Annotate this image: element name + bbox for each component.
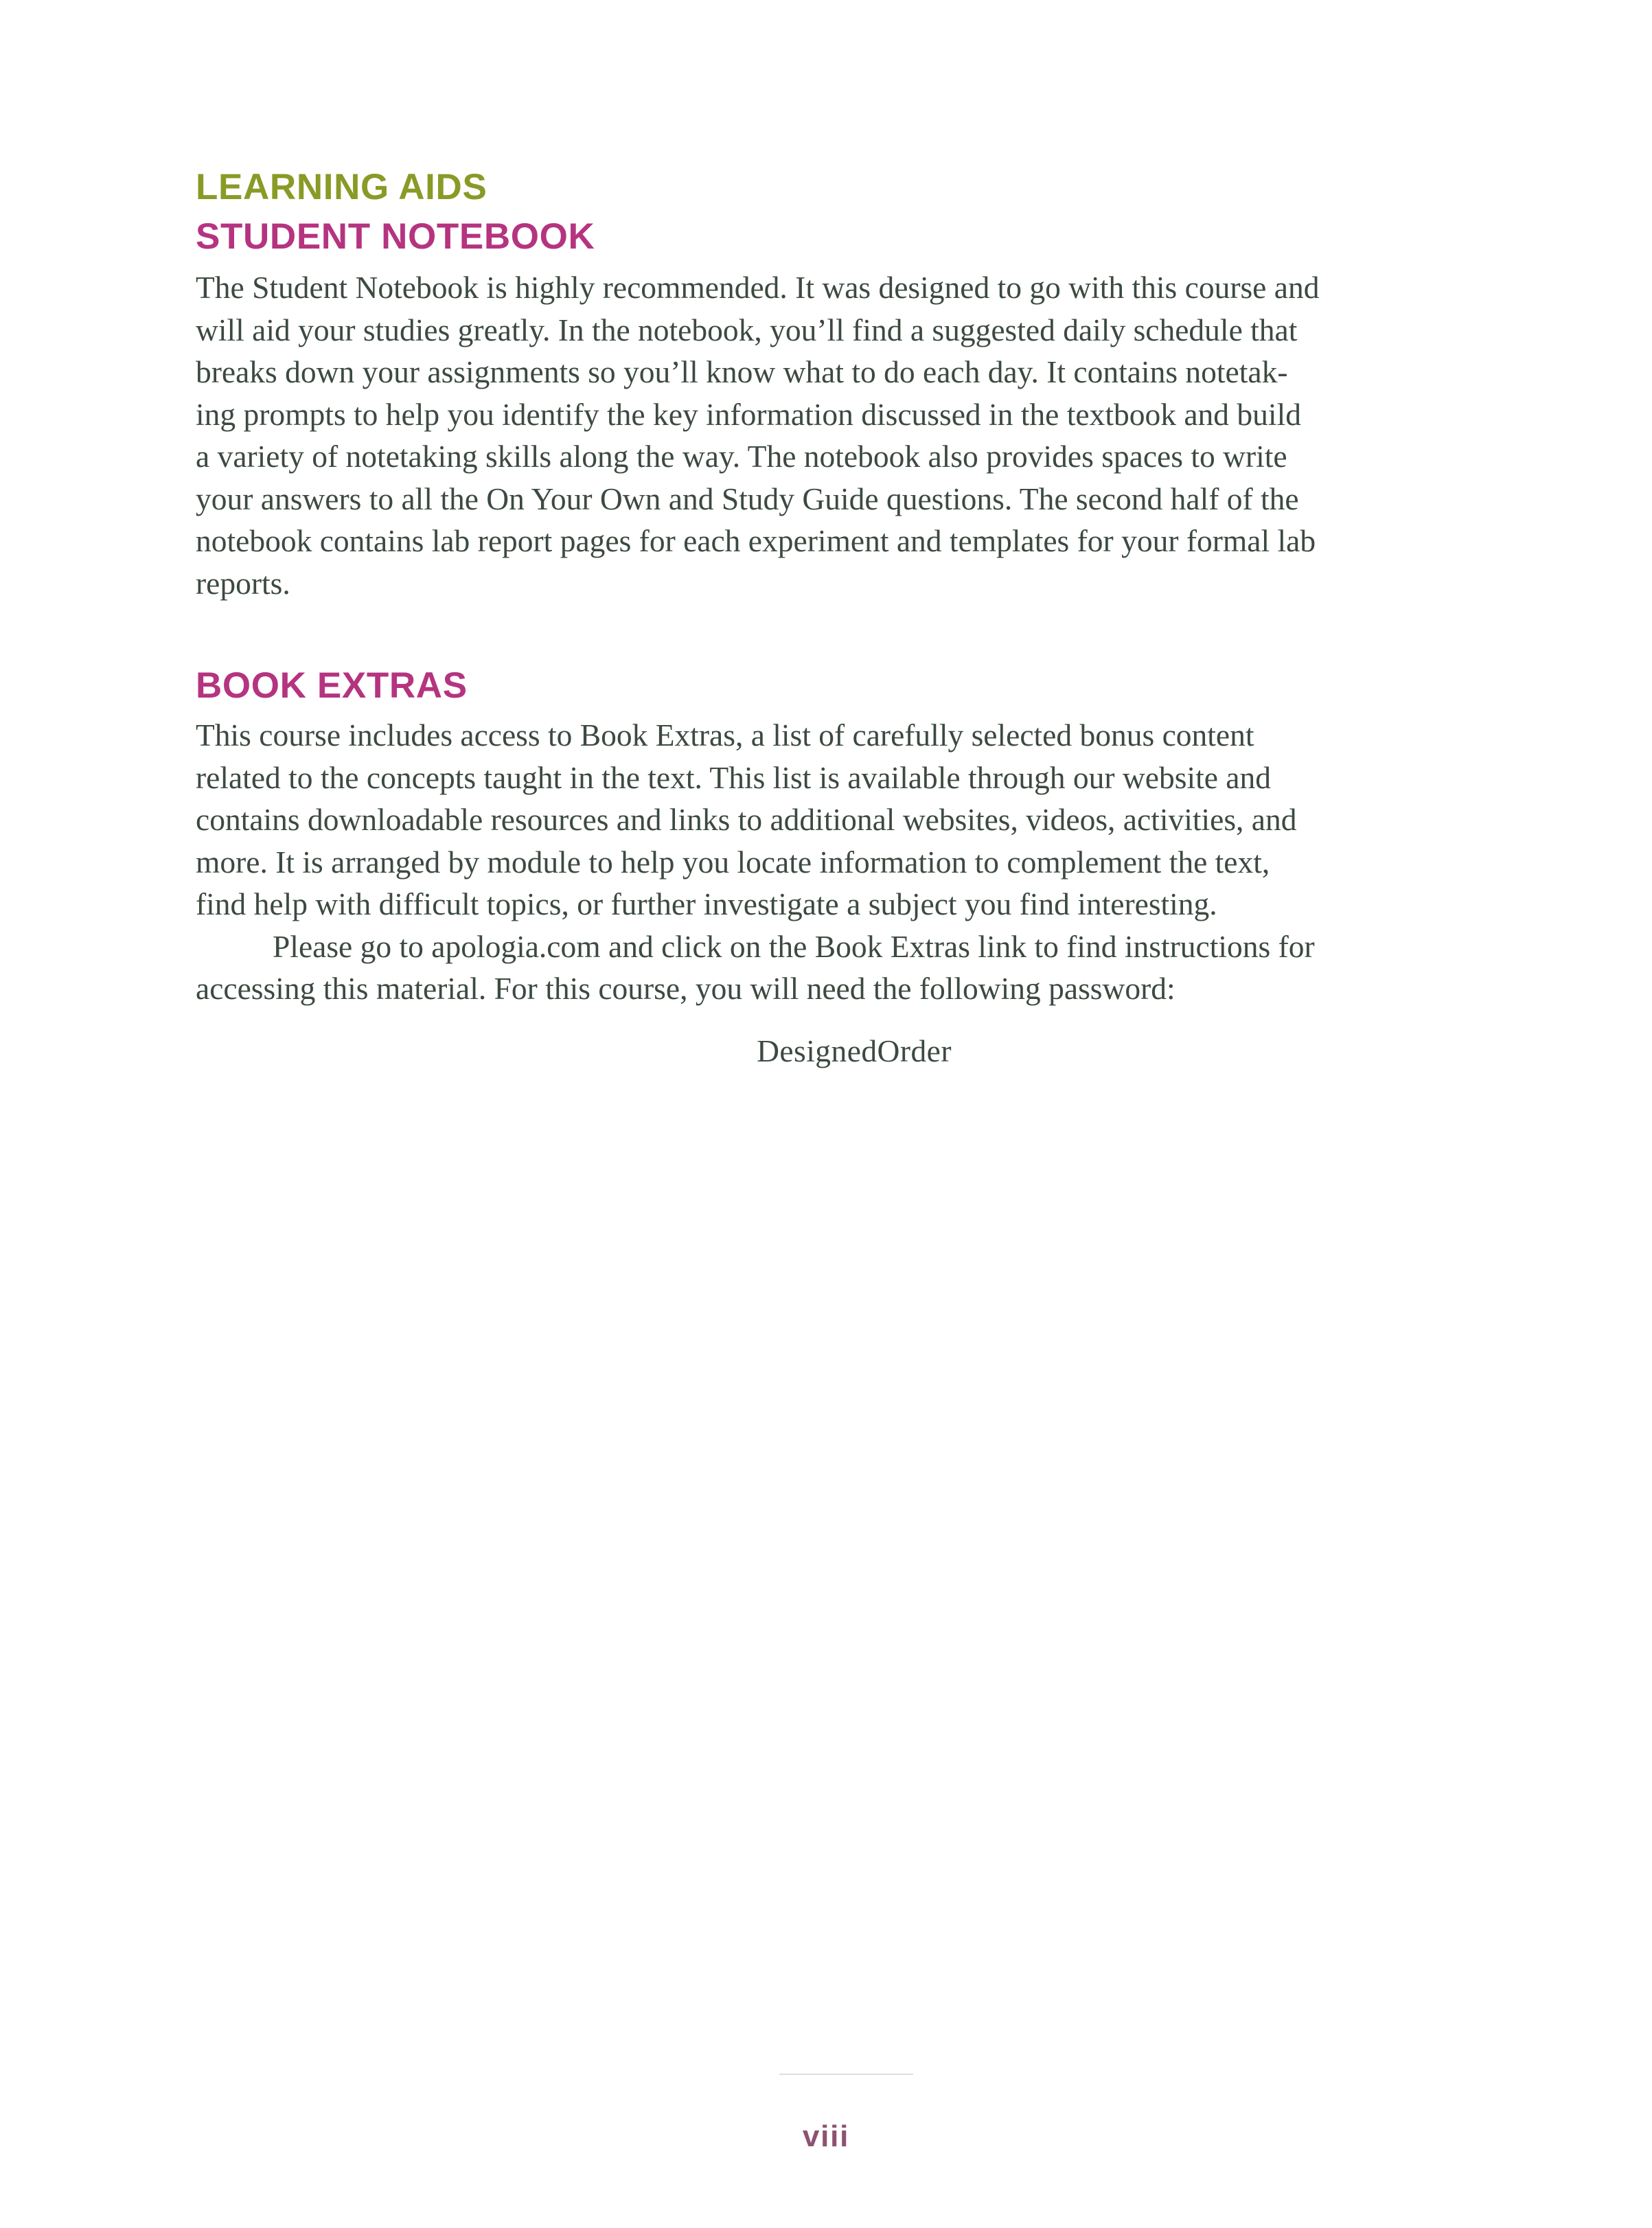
page-title: LEARNING AIDS (196, 167, 487, 207)
text-line: more. It is arranged by module to help you locate information to complement the text, (196, 844, 1270, 880)
text-line: contains downloadable resources and links to additional websites, videos, activities, and (196, 802, 1297, 837)
text-line: The Student Notebook is highly recommended. It was designed to go with this course and (196, 270, 1320, 305)
book-extras-password: DesignedOrder (757, 1033, 952, 1068)
text-line: will aid your studies greatly. In the notebook, you’ll find a suggested daily schedule that (196, 312, 1298, 347)
page-footer (0, 2049, 1652, 2228)
text-line: notebook contains lab report pages for each experiment and templates for your formal lab (196, 523, 1316, 558)
text-line: accessing this material. For this course, you will need the following password: (196, 971, 1175, 1006)
section-heading-student-notebook: STUDENT NOTEBOOK (196, 216, 595, 257)
paragraph-book-extras (196, 714, 1513, 1010)
footer-divider (779, 2074, 913, 2075)
text-line: a variety of notetaking skills along the way. The notebook also provides spaces to write (196, 439, 1287, 474)
text-line: breaks down your assignments so you’ll know what to do each day. It contains notetak- (196, 354, 1288, 389)
page-number: viii (802, 2120, 850, 2153)
paragraph-student-notebook (196, 266, 1513, 604)
text-line: your answers to all the On Your Own and Study Guide questions. The second half of the (196, 481, 1299, 516)
text-line: related to the concepts taught in the text. This list is available through our website and (196, 759, 1271, 795)
text-line: reports. (196, 565, 290, 601)
paragraph-text (196, 266, 1513, 604)
text-line: ing prompts to help you identify the key information discussed in the textbook and build (196, 396, 1301, 432)
text-line: Please go to apologia.com and click on the Book Extras link to find instructions for (273, 928, 1315, 964)
text-line: This course includes access to Book Extras, a list of carefully selected bonus content (196, 717, 1254, 753)
section-heading-book-extras: BOOK EXTRAS (196, 665, 468, 706)
text-line: find help with difficult topics, or further investigate a subject you find interesting. (196, 886, 1217, 921)
paragraph-text (196, 714, 1513, 1010)
